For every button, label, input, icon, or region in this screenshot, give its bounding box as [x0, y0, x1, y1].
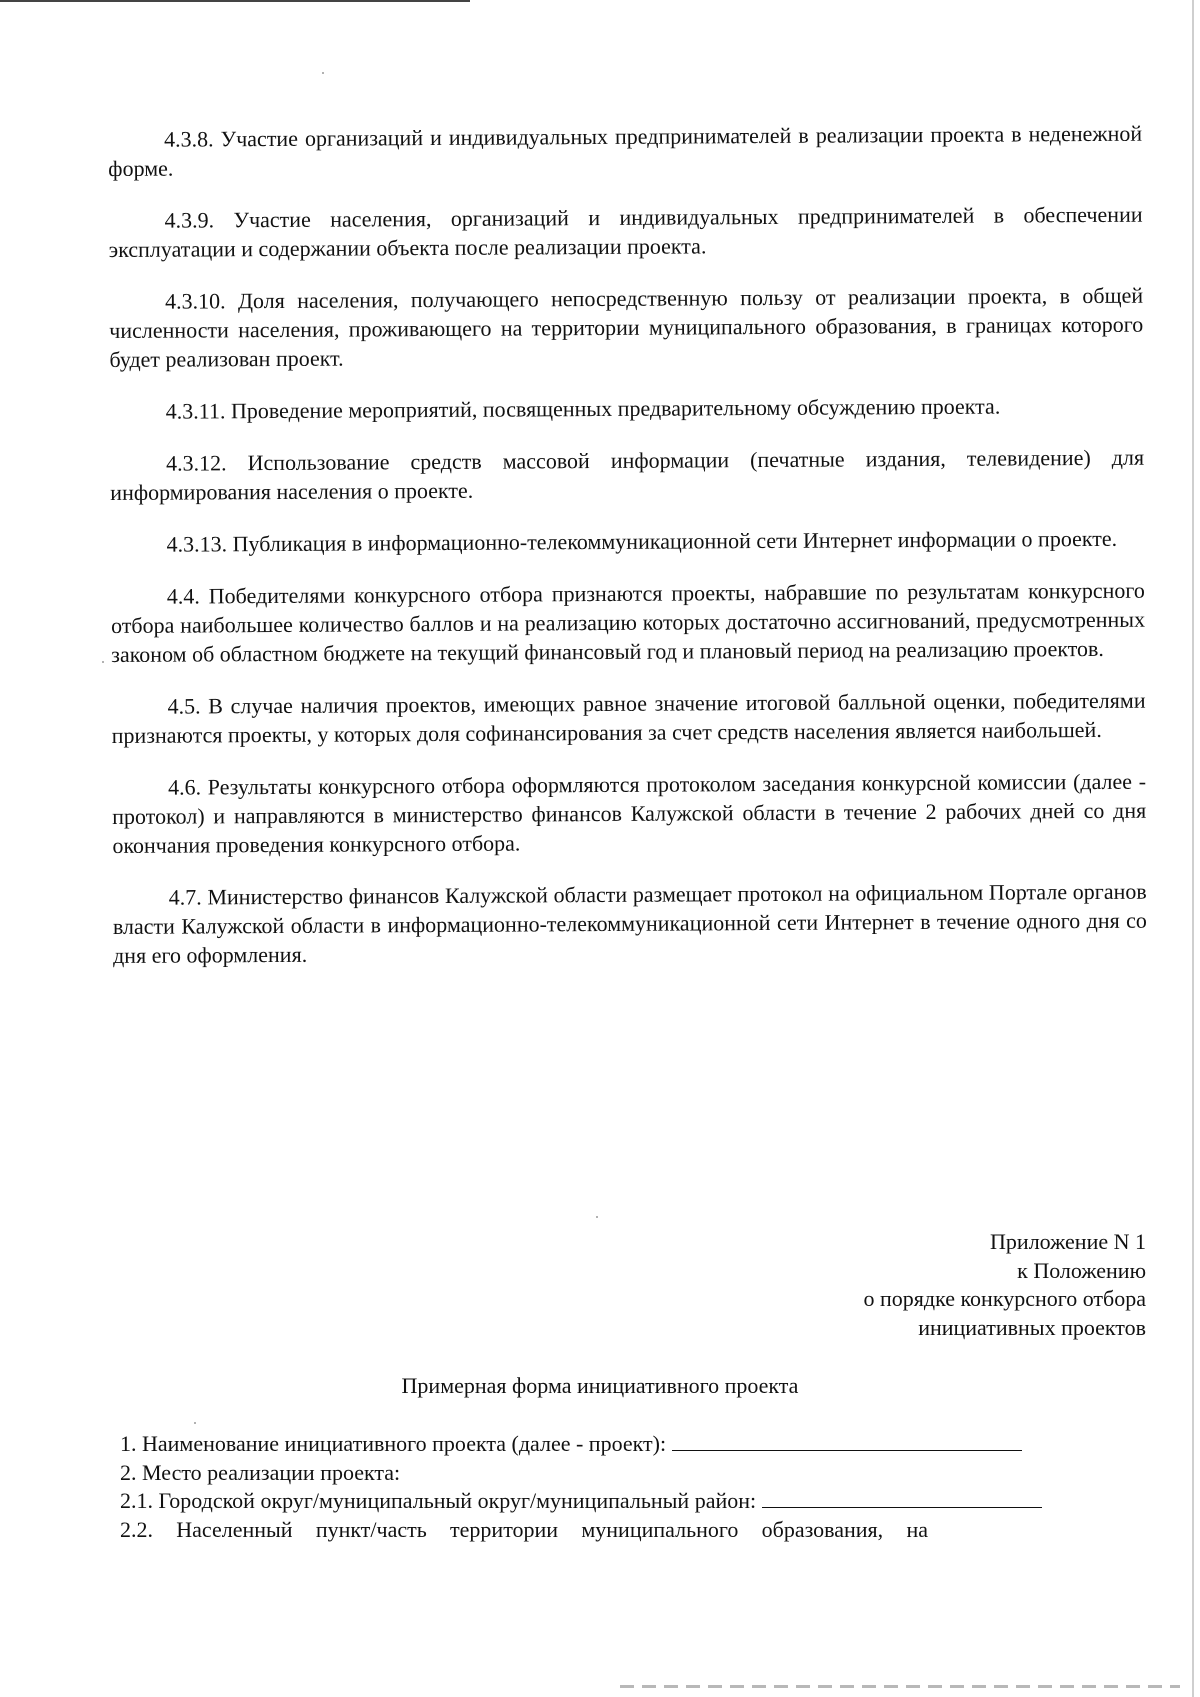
paragraph-4-3-11: 4.3.11. Проведение мероприятий, посвященных предварительному обсуждению проекта.: [165, 393, 1001, 424]
appendix-ref: к Положению: [1017, 1257, 1146, 1283]
appendix-ref: о порядке конкурсного отбора: [863, 1286, 1146, 1311]
scan-bottom-artifact: [620, 1685, 1180, 1688]
paragraph-4-4: 4.4. Победителями конкурсного отбора признаются проекты, набравшие по результатам конкурсного отбора наибольшее количество баллов и на реализацию которых достаточно ассигнований, предусмотренных законом об областном бюджете на текущий финансовый год и плановый период на реализацию проектов.: [110, 577, 1146, 667]
paragraph-4-3-12: 4.3.12. Использование средств массовой информации (печатные издания, телевидение) для информирования населения о проекте.: [110, 444, 1145, 505]
scan-top-rule: [0, 0, 470, 2]
scan-speck: [194, 1422, 196, 1424]
paragraph-4-3-8: 4.3.8. Участие организаций и индивидуальных предпринимателей в реализации проекта в неденежной форме.: [108, 120, 1143, 181]
paragraph-4-3-13: 4.3.13. Публикация в информационно-телекоммуникационной сети Интернет информации о проекте.: [166, 525, 1118, 557]
district-blank[interactable]: [762, 1487, 1042, 1508]
appendix-number: Приложение N 1: [990, 1229, 1146, 1254]
scan-speck: [102, 661, 104, 663]
scan-speck: [322, 72, 324, 74]
form-item-2: 2. Место реализации проекта:: [120, 1459, 401, 1485]
paragraph-4-3-10: 4.3.10. Доля населения, получающего непосредственную пользу от реализации проекта, в общей численности населения, проживающего на территории муниципального образования, в границах которого будет реализован проект.: [109, 282, 1144, 372]
project-form: [120, 1430, 1140, 1544]
paragraph-4-5: 4.5. В случае наличия проектов, имеющих равное значение итоговой балльной оценки, победителями признаются проекты, у которых доля софинансирования за счет средств населения является наибольшей.: [111, 687, 1146, 748]
form-item-1: 1. Наименование инициативного проекта (далее - проект):: [120, 1430, 1140, 1459]
appendix-header: [863, 1228, 1146, 1342]
scan-right-edge: [1192, 0, 1194, 1697]
form-title: Примерная форма инициативного проекта: [401, 1373, 799, 1398]
form-item-2-1: 2.1. Городской округ/муниципальный округ/муниципальный район:: [120, 1487, 1140, 1516]
appendix-ref: инициативных проектов: [918, 1314, 1146, 1340]
scan-speck: [596, 1216, 598, 1218]
project-name-blank[interactable]: [672, 1430, 1022, 1451]
section-4-text: [108, 119, 1147, 993]
paragraph-4-6: 4.6. Результаты конкурсного отбора оформляются протоколом заседания конкурсной комиссии (далее - протокол) и направляются в министерство финансов Калужской области в течение 2 рабочих дней со дня окончания проведения конкурсного отбора.: [112, 768, 1147, 858]
paragraph-4-7: 4.7. Министерство финансов Калужской области размещает протокол на официальном Портале органов власти Калужской области в информационно-телекоммуникационной сети Интернет в течение одного дня со дня его оформления.: [112, 878, 1147, 968]
paragraph-4-3-9: 4.3.9. Участие населения, организаций и индивидуальных предпринимателей в обеспечении эксплуатации и содержании объекта после реализации проекта.: [108, 201, 1143, 262]
form-item-2-2: 2.2. Населенный пункт/часть территории муниципального образования, на: [120, 1516, 928, 1542]
